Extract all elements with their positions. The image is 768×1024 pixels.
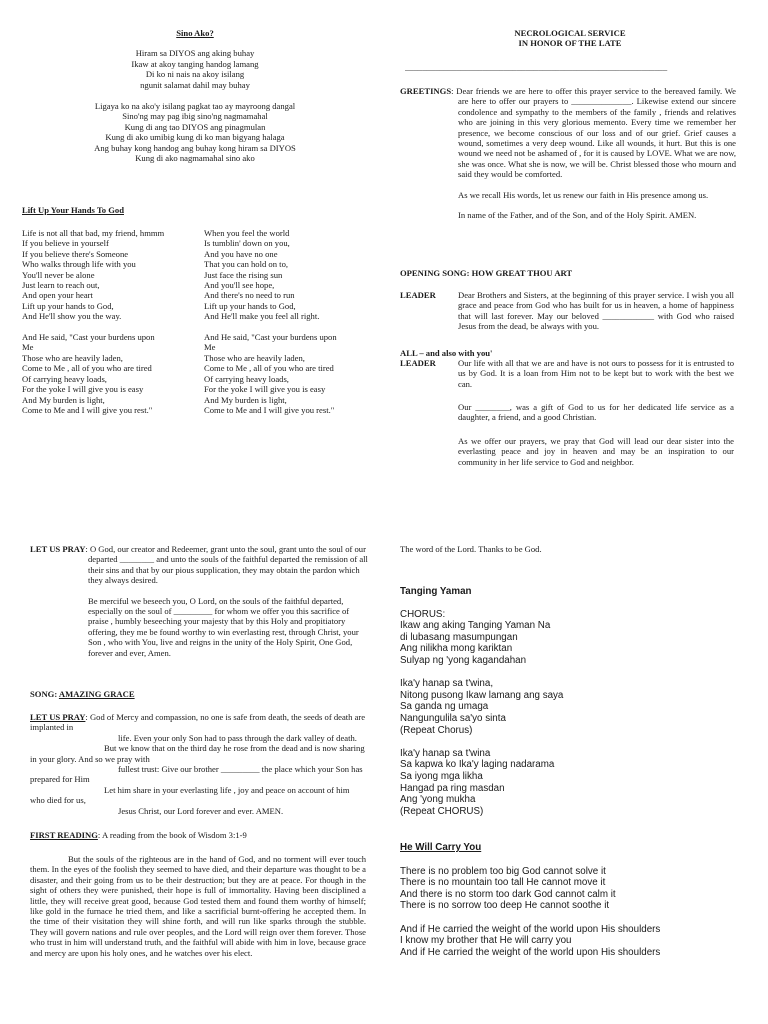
lyric-line: And you'll see hope,: [204, 280, 275, 291]
lyric-line: That you can hold on to,: [204, 259, 289, 270]
he-will-carry-lyrics: [400, 866, 660, 959]
greetings-label: GREETINGS: [400, 86, 452, 96]
opening-song: OPENING SONG: HOW GREAT THOU ART: [400, 268, 573, 278]
he-will-carry-title: He Will Carry You: [400, 842, 482, 853]
lyric-line: ngunit salamat dahil may buhay: [140, 79, 250, 90]
lyric-line: And open your heart: [22, 290, 93, 301]
song-amazing-grace: SONG: AMAZING GRACE: [30, 689, 135, 699]
word-of-lord: The word of the Lord. Thanks to be God.: [400, 544, 542, 554]
lyric-line: Sa iyong mga likha: [400, 770, 483, 782]
lyric-line: Hangad pa ring masdan: [400, 782, 505, 794]
greetings-block: [400, 86, 736, 220]
lyric-line: [400, 912, 660, 924]
lyric-line: Ang 'yong mukha: [400, 794, 476, 806]
lyric-line: Life is not all that bad, my friend, hmmm: [22, 228, 165, 238]
lyric-line: I know my brother that He will carry you: [400, 935, 572, 947]
lyric-line: Ika'y hanap sa t'wina: [400, 747, 491, 759]
tanging-yaman-section: [400, 586, 563, 817]
lyric-line: When you feel the world: [204, 228, 290, 238]
lyric-line: Ika'y hanap sa t'wina,: [400, 678, 494, 690]
lyric-line: [400, 736, 563, 748]
lyric-line: Ikaw at akoy tanging handog lamang: [131, 58, 259, 69]
lyric-line: Kung di ako nagmamahal sino ako: [135, 153, 255, 164]
lyric-line: [22, 322, 200, 332]
lyric-line: Those who are heavily laden,: [22, 352, 123, 363]
lyric-line: And He said, "Cast your burdens upon: [22, 332, 155, 343]
lyric-line: Sa ganda ng umaga: [400, 701, 489, 713]
pray2-line4: fullest trust: Give our brother _________ the place which your Son has prepared for Him: [30, 764, 363, 785]
lyric-line: (Repeat CHORUS): [400, 805, 484, 817]
tanging-yaman-title: Tanging Yaman: [400, 586, 472, 597]
leader-label: LEADER: [400, 290, 436, 300]
lyric-line: Lift up your hands to God,: [204, 300, 296, 311]
name-rule: _____________________________________________________________: [405, 62, 668, 72]
all-response: ALL – and also with you': [400, 348, 493, 358]
lyric-line: Nitong pusong Ikaw lamang ang saya: [400, 689, 564, 701]
lyric-line: And My burden is light,: [204, 394, 287, 405]
lyric-line: There is no mountain too tall He cannot move it: [400, 877, 606, 889]
lyric-line: CHORUS:: [400, 608, 446, 620]
lyric-line: Sulyap ng 'yong kagandahan: [400, 654, 527, 666]
necro-title: [400, 28, 740, 49]
leader-text-1: Dear Brothers and Sisters, at the beginning of this prayer service. I wish you all grace and peace from God who has built for us in heaven, a home of happiness that will last forever. May our beloved ____________ with God who raised Jesus from the dead, be always with you.: [458, 290, 734, 332]
lyric-line: Come to Me , all of you who are tired: [22, 363, 152, 374]
pray2-line2: life. Even your only Son had to pass through the dark valley of death.: [118, 732, 357, 743]
leader-text-4: As we offer our prayers, we pray that God will lead our dear sister into the everlasting peace and joy in heaven and may be an inspiration to our community in her life service to God and neighbor.: [458, 436, 734, 467]
sino-ako-verse1: [30, 48, 360, 90]
lyric-line: There is no sorrow too deep He cannot soothe it: [400, 900, 610, 912]
lyric-line: di lubasang masumpungan: [400, 631, 518, 643]
lift-up-column-1: [22, 228, 200, 415]
let-us-pray-label: LET US PRAY: [30, 544, 86, 554]
lyric-line: Come to Me and I will give you rest.": [204, 404, 335, 415]
lyric-line: Come to Me , all of you who are tired: [204, 363, 334, 374]
he-will-carry-section: [400, 842, 660, 958]
let-us-pray-2: [30, 712, 366, 816]
lyric-line: If you believe there's Someone: [22, 248, 129, 259]
pray2-line6: Jesus Christ, our Lord forever and ever. AMEN.: [118, 805, 284, 816]
first-reading-text: But the souls of the righteous are in the hand of God, and no torment will ever touch them. In the eyes of the foolish they seemed to have died, and their departure was thought to be a disaster, and their going from us to be their destruction; but they are at peace. For though in the sight of others they were punished, their hope is full of immortality. Having been disciplined a little, they will receive great good, because God tested them and found them worthy of himself; like gold in the furnace he tried them, and like a sacrificial burnt-offering he accepted them. In the time of their visitation they will shine forth, and will run like sparks through the stubble. They will govern nations and rule over peoples, and the Lord will reign over them forever. Those who trust in him will understand truth, and the faithful will abide with him in love, because grace and mercy are upon his holy ones, and he watches over his elect.: [30, 854, 366, 958]
lyric-line: And He said, "Cast your burdens upon: [204, 332, 337, 343]
lyric-line: If you believe in yourself: [22, 238, 109, 249]
lyric-line: Ligaya ko na ako'y isilang pagkat tao ay mayroong dangal: [94, 101, 296, 112]
lyric-line: And My burden is light,: [22, 394, 105, 405]
song-label: SONG: [30, 689, 55, 699]
lyric-line: There is no problem too big God cannot solve it: [400, 865, 606, 877]
lyric-line: Me: [204, 342, 216, 353]
sino-ako-section: [30, 28, 360, 163]
lyric-line: Kung di ako umibig kung di ko man bigyang halaga: [105, 132, 285, 143]
greetings-text: : Dear friends we are here to offer this prayer service to the bereaved family. We are here to offer our prayers to ______________. Likewise extend our sincere condolence and sympathy to the members of the family , friends and relatives who are joining in this very glorious memento. Every time we remember her presence, we become conscious of our loss and of our grief. Grief causes a wound, sometimes a very deep wound. Like all wounds, it hurt. But this is one wound we need not be ashamed of , for it is caused by LOVE. What we are now, she was once. What she is now, we will be. Christ blessed those who mourn and said they would be comforted.: [451, 86, 736, 180]
leader-label-2: LEADER: [400, 358, 436, 368]
song-title: AMAZING GRACE: [58, 689, 135, 699]
let-us-pray-text: : O God, our creator and Redeemer, grant unto the soul, grant unto the soul of our departed ________ and unto the souls of the faithful departed the remission of all their sins and that by our pious supplication, they may obtain the pardon which they always desired.: [85, 544, 368, 586]
lyric-line: Di ko ni nais na akoy isilang: [145, 69, 245, 80]
lyric-line: You'll never be alone: [22, 269, 95, 280]
tanging-yaman-lyrics: [400, 609, 563, 818]
lyric-line: Ang buhay kong handog ang buhay kong hiram sa DIYOS: [94, 142, 296, 153]
lyric-line: Of carrying heavy loads,: [22, 373, 107, 384]
lyric-line: Lift up your hands to God,: [22, 300, 114, 311]
lyric-line: For the yoke I will give you is easy: [22, 384, 144, 395]
lyric-line: Hiram sa DIYOS ang aking buhay: [135, 48, 255, 59]
pray2-line1: : God of Mercy and compassion, no one is safe from death, the seeds of death are implanted in: [30, 712, 366, 733]
lyric-line: And there is no storm too dark God cannot calm it: [400, 888, 616, 900]
lyric-line: Come to Me and I will give you rest.": [22, 404, 153, 415]
lyric-line: And you have no one: [204, 248, 278, 259]
lyric-line: And if He carried the weight of the world upon His shoulders: [400, 923, 661, 935]
lyric-line: Of carrying heavy loads,: [204, 373, 289, 384]
necro-title-line1: NECROLOGICAL SERVICE: [514, 28, 626, 38]
let-us-pray-2-label: LET US PRAY: [30, 712, 86, 722]
lyric-line: For the yoke I will give you is easy: [204, 384, 326, 395]
lyric-line: [400, 667, 563, 679]
pray2-line3: But we know that on the third day he rose from the dead and is now sharing in your glory. And so we pray with: [30, 743, 365, 764]
lyric-line: And He'll make you feel all right.: [204, 311, 320, 322]
let-us-pray-para2: Be merciful we beseech you, O Lord, on the souls of the faithful departed, especially on the soul of _________ for whom we offer you this sacrifice of praise , humbly beseeching your majesty that by this Holy and propitiatory offering, they me be found worthy to win everlasting rest, through Christ, your Son , who with You, live and reigns in the unity of the Holy Spirit, One God, forever and ever, Amen.: [88, 595, 359, 658]
lyric-line: Ang nilikha mong kariktan: [400, 643, 513, 655]
lyric-line: Sa kapwa ko Ika'y laging nadarama: [400, 759, 555, 771]
leader-text-3: Our ________, was a gift of God to us for her dedicated life service as a daughter, a friend, and a good Christian.: [458, 402, 734, 423]
lyric-line: Ikaw ang aking Tanging Yaman Na: [400, 620, 551, 632]
sino-ako-title: Sino Ako?: [176, 28, 214, 38]
lyric-line: And He'll show you the way.: [22, 311, 122, 322]
necro-title-line2: IN HONOR OF THE LATE: [518, 38, 622, 49]
greetings-para3: In name of the Father, and of the Son, and of the Holy Spirit. AMEN.: [458, 210, 697, 221]
let-us-pray-1: [30, 544, 370, 658]
lyric-line: Sino'ng may pag ibig sino'ng nagmamahal: [122, 111, 268, 122]
lift-up-column-2: [204, 228, 379, 415]
lyric-line: Is tumblin' down on you,: [204, 238, 290, 249]
greetings-para2: As we recall His words, let us renew our faith in His presence among us.: [458, 189, 709, 200]
lyric-line: Just learn to reach out,: [22, 280, 100, 291]
lyric-line: Nangungulila sa'yo sinta: [400, 712, 506, 724]
first-reading-ref: : A reading from the book of Wisdom 3:1-9: [97, 830, 247, 840]
lyric-line: Those who are heavily laden,: [204, 352, 305, 363]
lyric-line: Kung di ang tao DIYOS ang pinagmulan: [124, 121, 266, 132]
pray2-line5: Let him share in your everlasting life , joy and peace on account of him who died for us,: [30, 784, 350, 806]
first-reading-heading: [30, 830, 247, 840]
lyric-line: Who walks through life with you: [22, 259, 136, 270]
first-reading-label: FIRST READING: [30, 830, 98, 840]
lyric-line: [204, 322, 379, 332]
lyric-line: And if He carried the weight of the world upon His shoulders: [400, 946, 661, 958]
sino-ako-verse2: [30, 101, 360, 163]
lyric-line: Just face the rising sun: [204, 269, 283, 280]
lyric-line: And there's no need to run: [204, 290, 295, 301]
lyric-line: Me: [22, 342, 34, 353]
lyric-line: (Repeat Chorus): [400, 724, 473, 736]
leader-text-2: Our life with all that we are and have is not ours to possess for it is entrusted to us by God. It is a loan from Him not to be kept but to work with the best we can.: [458, 358, 734, 389]
lift-up-title: Lift Up Your Hands To God: [22, 205, 124, 215]
